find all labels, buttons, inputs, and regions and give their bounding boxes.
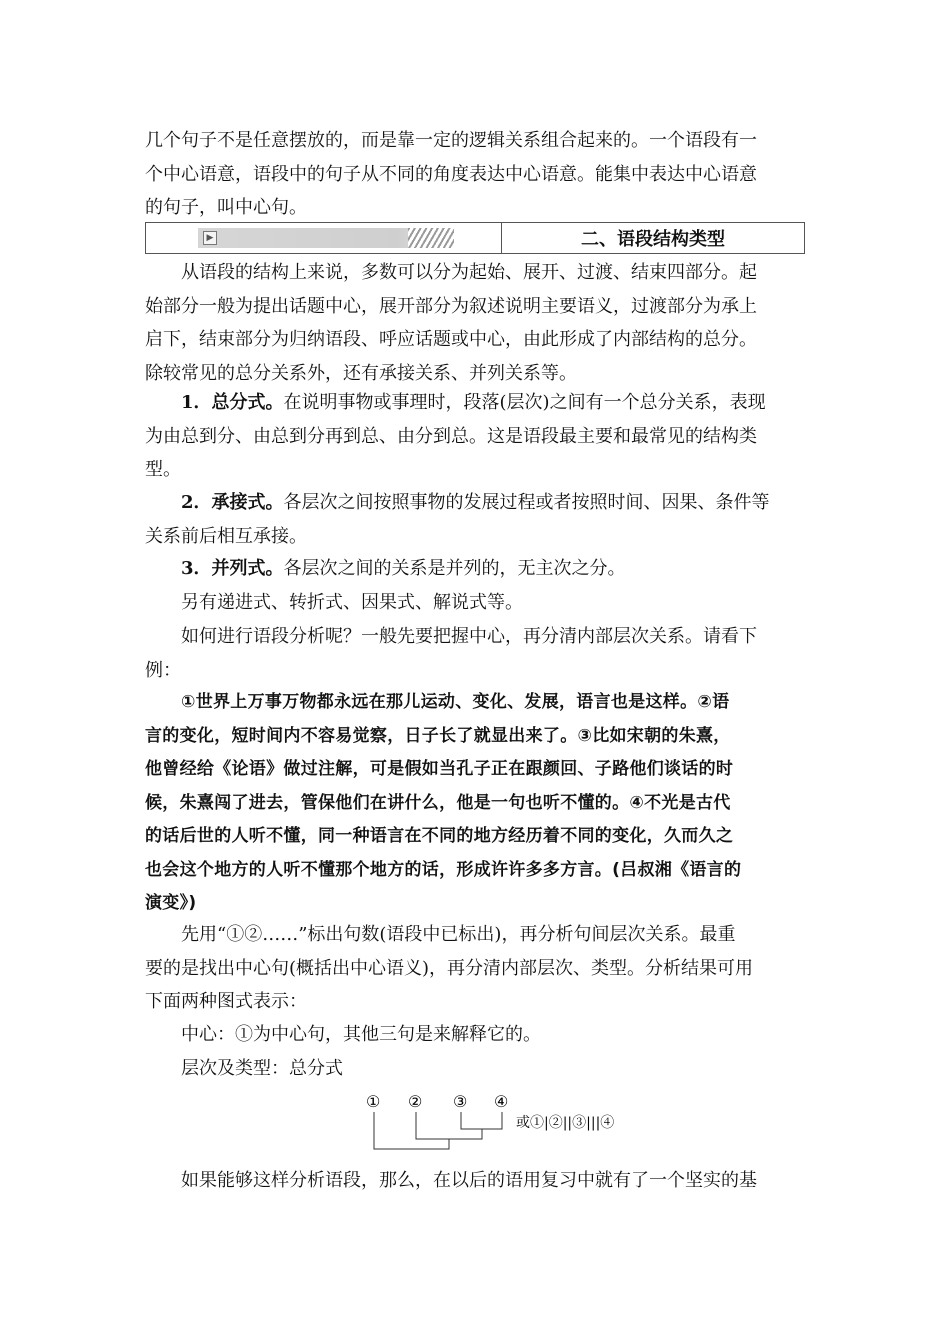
text-line: 始部分一般为提出话题中心，展开部分为叙述说明主要语义，过渡部分为承上 (145, 295, 757, 317)
item-heading: 2．承接式。 (181, 492, 284, 513)
text-line: 型。 (145, 459, 181, 480)
structure-diagram (360, 1085, 660, 1160)
text-line: 下面两种图式表示： (145, 991, 307, 1012)
item-zongfen (145, 386, 807, 487)
hatch-decoration (408, 228, 454, 248)
text-line: 3．并列式。各层次之间的关系是并列的，无主次之分。 (181, 558, 626, 579)
text-line: 1．总分式。在说明事物或事理时，段落(层次)之间有一个总分关系，表现 (181, 392, 766, 413)
text-line: 要的是找出中心句(概括出中心语义)，再分清内部层次、类型。分析结果可用 (145, 957, 754, 979)
text-line: 为由总到分、由总到分再到总、由分到总。这是语段最主要和最常见的结构类 (145, 425, 757, 447)
center-sentence-note: 中心：①为中心句，其他三句是来解释它的。 (181, 1024, 541, 1045)
diagram-node: ② (408, 1092, 423, 1111)
text-line: 如何进行语段分析呢？一般先要把握中心，再分清内部层次关系。请看下 (181, 626, 757, 647)
text-line: 启下，结束部分为归纳语段、呼应话题或中心，由此形成了内部结构的总分。 (145, 329, 757, 350)
structure-paragraph (145, 256, 807, 390)
media-strip (146, 223, 502, 253)
section-title: 二、语段结构类型 (581, 229, 725, 250)
text-line: 2．承接式。各层次之间按照事物的发展过程或者按照时间、因果、条件等 (181, 492, 770, 513)
text-line: 从语段的结构上来说，多数可以分为起始、展开、过渡、结束四部分。起 (181, 262, 757, 283)
diagram-node: ③ (453, 1092, 468, 1111)
bracket-1-234 (374, 1112, 449, 1149)
text-line: 他曾经给《论语》做过注解，可是假如当孔子正在跟颜回、子路他们谈话的时 (145, 759, 734, 779)
item-heading: 3．并列式。 (181, 558, 284, 579)
text-line: 候，朱熹闯了进去，管保他们在讲什么，他是一句也听不懂的。④不光是古代 (145, 792, 731, 813)
text-line: 的句子，叫中心句。 (145, 197, 307, 218)
example-passage (145, 686, 807, 921)
bracket-2-34 (416, 1112, 482, 1139)
text-line: 除较常见的总分关系外，还有承接关系、并列关系等。 (145, 362, 577, 384)
item-heading: 1．总分式。 (181, 392, 284, 413)
layer-type-note: 层次及类型：总分式 (181, 1058, 343, 1079)
text-line: 个中心语意，语段中的句子从不同的角度表达中心语意。能集中表达中心语意 (145, 163, 757, 185)
text-line: ①世界上万事万物都永远在那儿运动、变化、发展，语言也是这样。②语 (181, 692, 730, 712)
other-types: 另有递进式、转折式、因果式、解说式等。 (181, 592, 523, 613)
text-line: 言的变化，短时间内不容易觉察，日子长了就显出来了。③比如宋朝的朱熹， (145, 725, 731, 746)
text-line: 先用“①②……”标出句数(语段中已标出)，再分析句间层次关系。最重 (181, 924, 736, 945)
text-line: 也会这个地方的人听不懂那个地方的话，形成许许多多方言。(吕叔湘《语言的 (145, 859, 742, 880)
method-paragraph (145, 918, 807, 1019)
diagram-node: ④ (494, 1092, 509, 1111)
text-line: 几个句子不是任意摆放的，而是靠一定的逻辑关系组合起来的。一个语段有一 (145, 130, 757, 151)
text-line: 的话后世的人听不懂，同一种语言在不同的地方经历着不同的变化，久而久之 (145, 826, 734, 846)
text-line: 演变》) (145, 893, 197, 913)
diagram-alternative: 或①|②||③|||④ (516, 1115, 615, 1131)
text-line: 例： (145, 659, 181, 681)
diagram-node: ① (366, 1092, 381, 1111)
how-paragraph (145, 620, 807, 687)
play-icon[interactable]: ▶ (203, 231, 217, 245)
section-header-bar (145, 222, 805, 254)
closing-paragraph: 如果能够这样分析语段，那么，在以后的语用复习中就有了一个坚实的基 (181, 1170, 757, 1191)
intro-paragraph (145, 124, 807, 225)
bracket-3-4 (461, 1112, 502, 1129)
item-binglie (145, 552, 807, 586)
item-chengjie (145, 486, 807, 553)
text-line: 关系前后相互承接。 (145, 525, 307, 547)
